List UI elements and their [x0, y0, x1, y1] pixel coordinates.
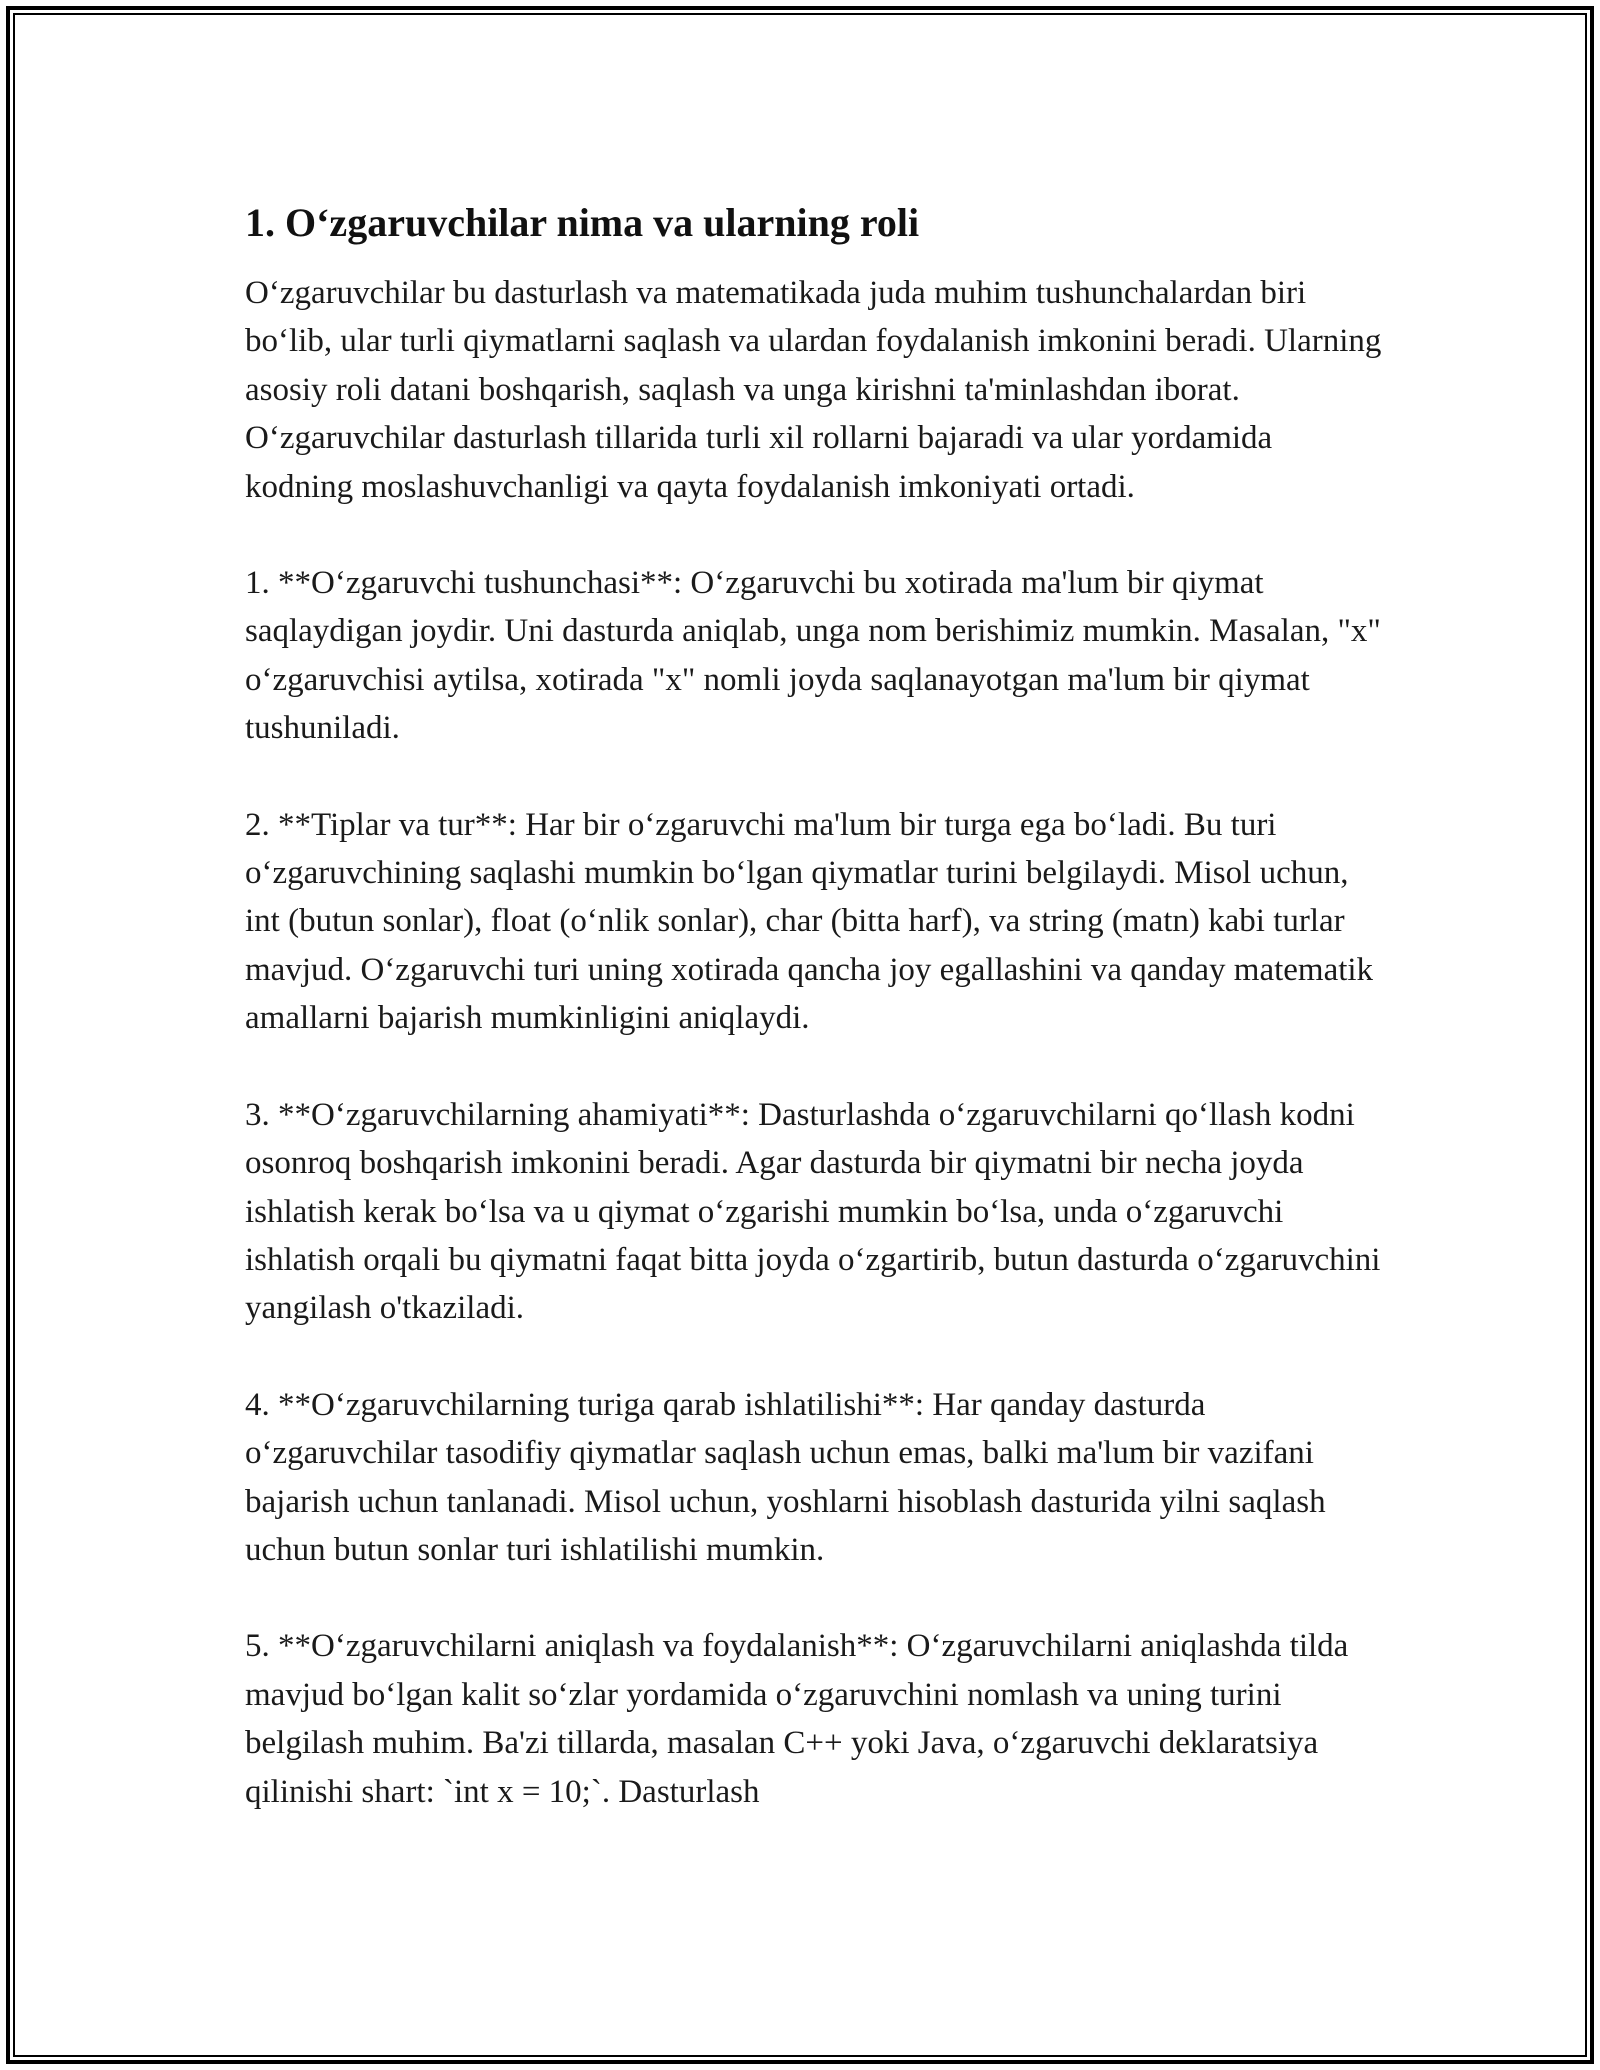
list-item-types: 2. **Tiplar va tur**: Har bir o‘zgaruvchi ma'lum bir turga ega bo‘ladi. Bu turi o‘zgaruvchining saqlashi mumkin bo‘lgan qiymatlar turini belgilaydi. Misol uchun, int (butun sonlar), float (o‘nlik sonlar), char (bitta harf), va string (matn) kabi turlar mavjud. O‘zgaruvchi turi uning xotirada qancha joy egallashini va qanday matematik amallarni bajarish mumkinligini aniqlaydi. — [245, 806, 1374, 1037]
list-item-importance: 3. **O‘zgaruvchilarning ahamiyati**: Dasturlashda o‘zgaruvchilarni qo‘llash kodni osonroq boshqarish imkonini beradi. Agar dasturda bir qiymatni bir necha joyda ishlatish kerak bo‘lsa va u qiymat o‘zgarishi mumkin bo‘lsa, unda o‘zgaruvchi ishlatish orqali bu qiymatni faqat bitta joyda o‘zgartirib, butun dasturda o‘zgaruvchini yangilash o'tkaziladi. — [245, 1096, 1381, 1327]
intro-paragraph: O‘zgaruvchilar bu dasturlash va matematikada juda muhim tushunchalardan biri bo‘lib, ular turli qiymatlarni saqlash va ulardan foydalanish imkonini beradi. Ularning asosiy roli datani boshqarish, saqlash va unga kirishni ta'minlashdan iborat. O‘zgaruvchilar dasturlash tillarida turli xil rollarni bajaradi va ular yordamida kodning moslashuvchanligi va qayta foydalanish imkoniyati ortadi. — [245, 275, 1382, 505]
document-body — [245, 195, 1385, 1864]
section-heading: 1. O‘zgaruvchilar nima va ularning roli — [245, 200, 920, 245]
list-item-declaration: 5. **O‘zgaruvchilarni aniqlash va foydalanish**: O‘zgaruvchilarni aniqlashda tilda mavjud bo‘lgan kalit so‘zlar yordamida o‘zgaruvchini nomlash va uning turini belgilash muhim. Ba'zi tillarda, masalan C++ yoki Java, o‘zgaruvchi deklaratsiya qilinishi shart: `int x = 10;`. Dasturlash — [245, 1628, 1349, 1810]
list-item-variable-concept: 1. **O‘zgaruvchi tushunchasi**: O‘zgaruvchi bu xotirada ma'lum bir qiymat saqlaydigan joydir. Uni dasturda aniqlab, unga nom berishimiz mumkin. Masalan, "x" o‘zgaruvchisi aytilsa, xotirada "x" nomli joyda saqlanayotgan ma'lum bir qiymat tushuniladi. — [245, 565, 1381, 747]
list-item-usage-by-type: 4. **O‘zgaruvchilarning turiga qarab ishlatilishi**: Har qanday dasturda o‘zgaruvchilar tasodifiy qiymatlar saqlash uchun emas, balki ma'lum bir vazifani bajarish uchun tanlanadi. Misol uchun, yoshlarni hisoblash dasturida yilni saqlash uchun butun sonlar turi ishlatilishi mumkin. — [245, 1386, 1326, 1568]
document-page — [6, 6, 1594, 2064]
